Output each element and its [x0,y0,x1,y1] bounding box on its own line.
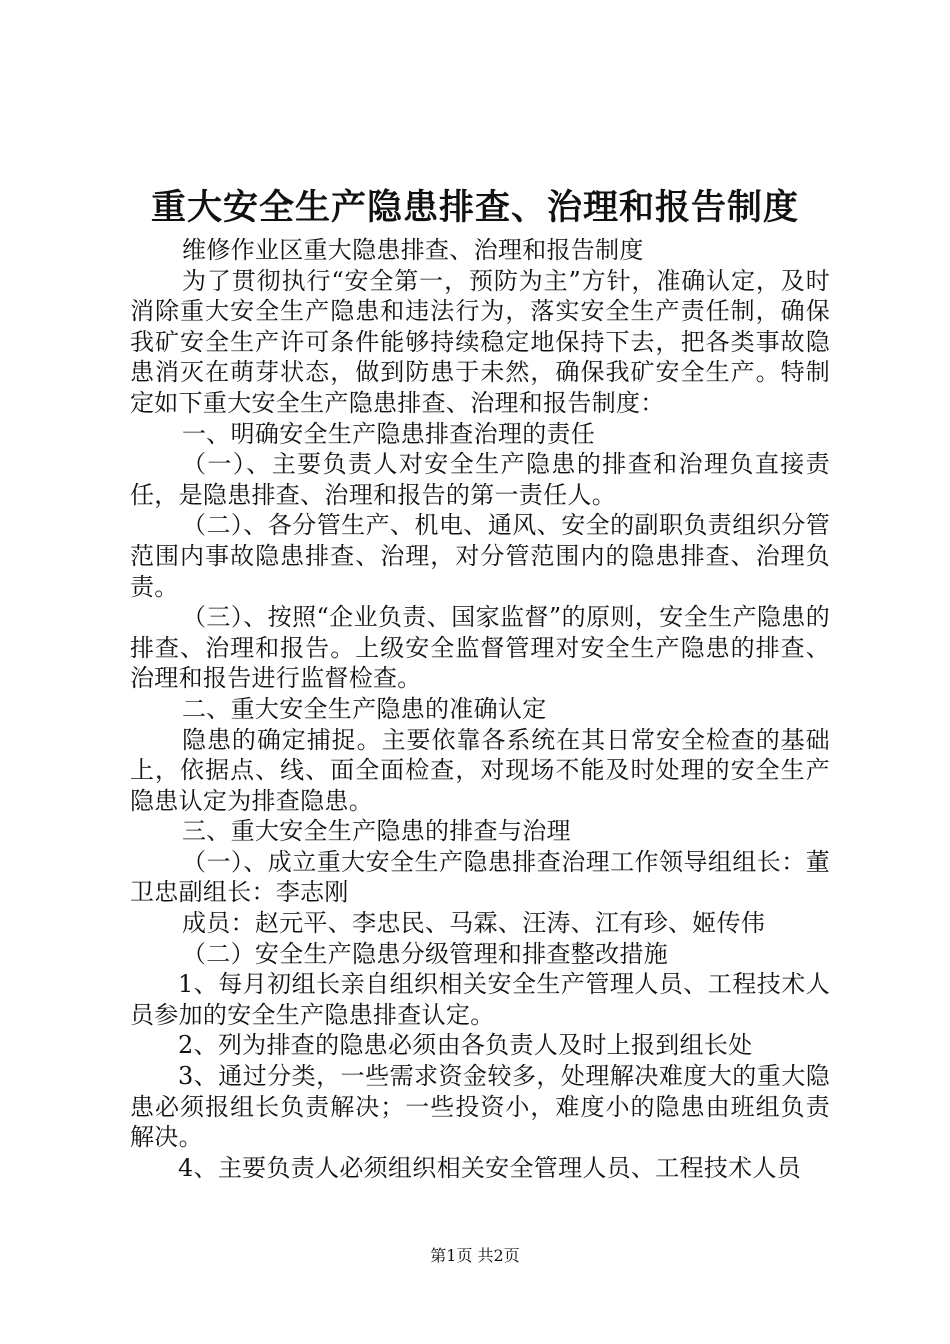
list-item-3: 3、通过分类，一些需求资金较多，处理解决难度大的重大隐患必须报组长负责解决；一些投资小，难度小的隐患由班组负责解决。 [130,1062,830,1152]
paragraph-intro: 为了贯彻执行“安全第一，预防为主”方针，准确认定，及时消除重大安全生产隐患和违法行为，落实安全生产责任制，确保我矿安全生产许可条件能够持续稳定地保持下去，把各类事故隐患消灭在萌芽状态，做到防患于未然，确保我矿安全生产。特制定如下重大安全生产隐患排查、治理和报告制度： [130,266,830,417]
document-title: 重大安全生产隐患排查、治理和报告制度 [150,187,799,228]
paragraph-1-3: （三）、按照“企业负责、国家监督”的原则，安全生产隐患的排查、治理和报告。上级安全监督管理对安全生产隐患的排查、治理和报告进行监督检查。 [130,603,830,693]
paragraph-3-1: （一）、成立重大安全生产隐患排查治理工作领导组组长：董卫忠副组长：李志刚 [130,847,830,907]
section-heading-1: 一、明确安全生产隐患排查治理的责任 [182,419,596,448]
list-item-4: 4、主要负责人必须组织相关安全管理人员、工程技术人员 [178,1153,802,1182]
page-footer: 第1页 共2页 [430,1246,520,1265]
list-item-2: 2、列为排查的隐患必须由各负责人及时上报到组长处 [178,1031,753,1060]
paragraph-3-members: 成员：赵元平、李忠民、马霖、汪涛、江有珍、姬传伟 [182,909,766,938]
paragraph-3-2: （二）安全生产隐患分级管理和排查整改措施 [182,939,668,968]
paragraph-1-2: （二）、各分管生产、机电、通风、安全的副职负责组织分管范围内事故隐患排查、治理，对分管范围内的隐患排查、治理负责。 [130,511,830,601]
section-heading-2: 二、重大安全生产隐患的准确认定 [182,694,547,723]
document-body [130,235,830,1183]
section-heading-3: 三、重大安全生产隐患的排查与治理 [182,817,571,846]
list-item-1: 1、每月初组长亲自组织相关安全生产管理人员、工程技术人员参加的安全生产隐患排查认定。 [130,970,830,1029]
paragraph-subtitle: 维修作业区重大隐患排查、治理和报告制度 [182,236,644,264]
paragraph-1-1: （一）、主要负责人对安全生产隐患的排查和治理负直接责任，是隐患排查、治理和报告的第一责任人。 [130,450,830,509]
paragraph-2-1: 隐患的确定捕捉。主要依靠各系统在其日常安全检查的基础上，依据点、线、面全面检查，对现场不能及时处理的安全生产隐患认定为排查隐患。 [130,725,830,815]
